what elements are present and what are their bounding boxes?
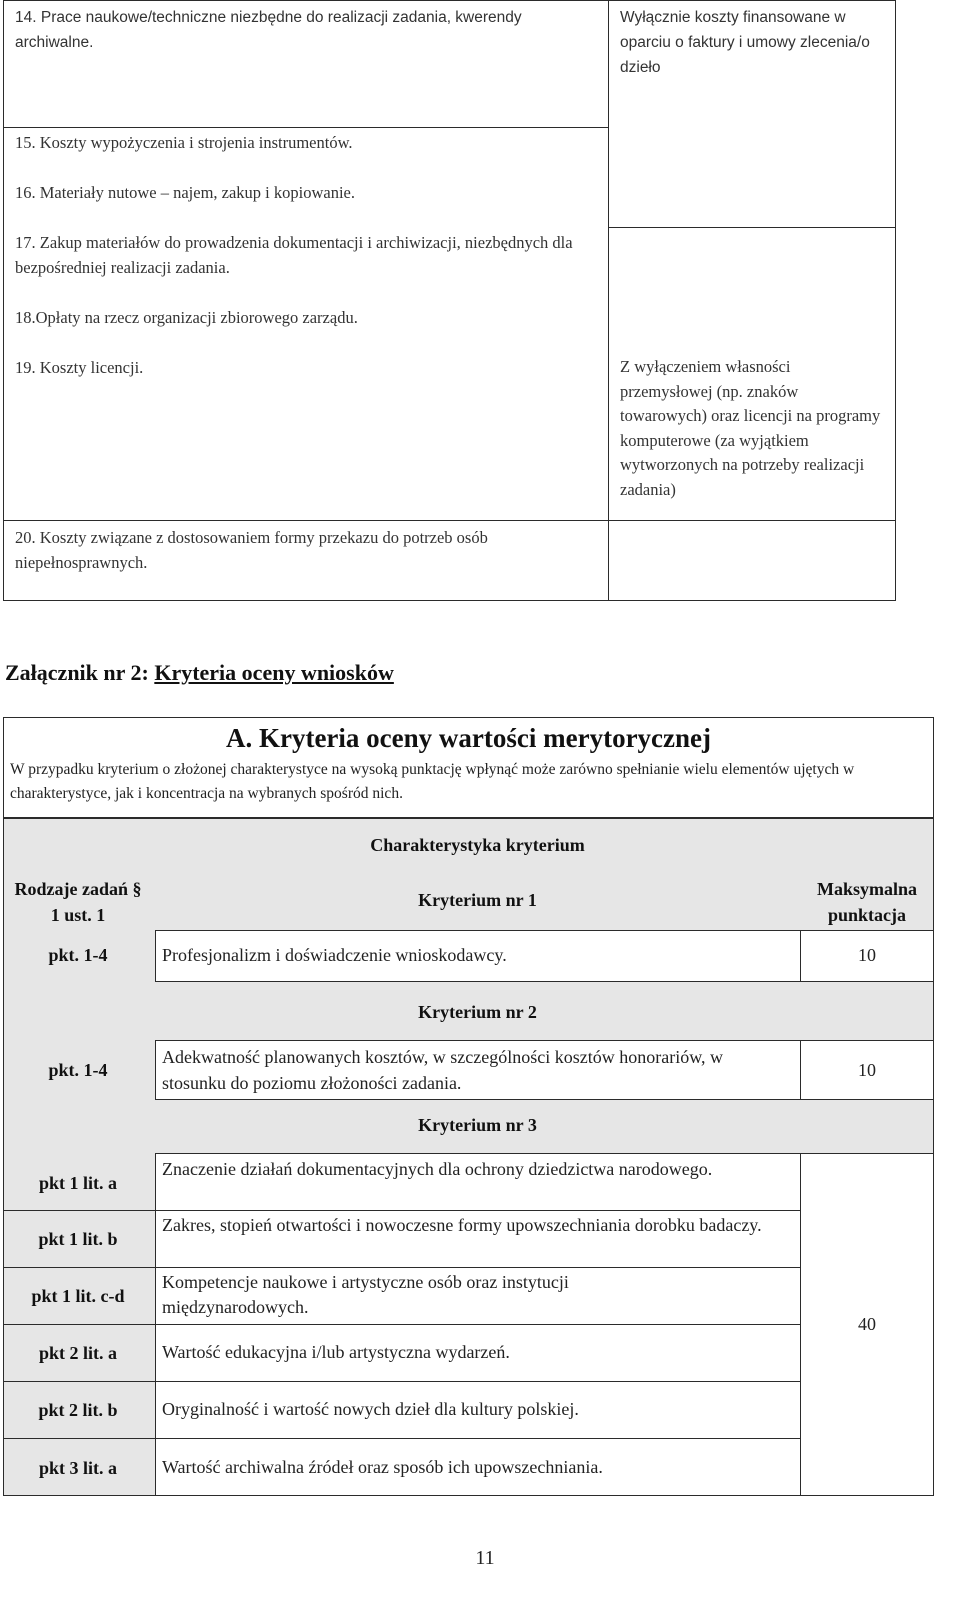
page-number: 11 [475,1547,495,1569]
criterion-3-pkt-4: pkt 2 lit. a [38,1343,117,1363]
criterion-3-text-5: Oryginalność i wartość nowych dzieł dla kultury polskiej. [162,1399,579,1419]
cost-item-14-note: Wyłącznie koszty finansowane w oparciu o faktury i umowy zlecenia/o dzieło [620,9,870,76]
characteristics-header: Charakterystyka kryterium [370,835,585,855]
section-a-heading: A. Kryteria oceny wartości merytorycznej [225,723,712,753]
criterion-3-text-1: Znaczenie działań dokumentacyjnych dla ochrony dziedzictwa narodowego. [162,1159,713,1179]
criterion-3-pkt-5: pkt 2 lit. b [38,1400,118,1420]
annex-title [5,660,394,686]
cost-item-19-note: Z wyłączeniem własności przemysłowej (np. znaków towarowych) oraz licencji na programy komputerowe (za wyjątkiem wytworzonych na potrzeby realizacji zadania) [620,357,881,499]
costs-table-h-line [3,127,609,128]
tasks-header: Rodzaje zadań § 1 ust. 1 [14,879,142,925]
cost-item-19: 19. Koszty licencji. [15,358,144,377]
criterion-3-pkt-3: pkt 1 lit. c-d [31,1286,125,1306]
criterion-3-points: 40 [858,1314,876,1334]
criterion-3-text-4: Wartość edukacyjna i/lub artystyczna wydarzeń. [162,1342,510,1362]
cost-item-14: 14. Prace naukowe/techniczne niezbędne do realizacji zadania, kwerendy archiwalne. [15,9,522,51]
criterion-1-text: Profesjonalizm i doświadczenie wnioskodawcy. [162,945,507,965]
cost-item-17: 17. Zakup materiałów do prowadzenia dokumentacji i archiwizacji, niezbędnych dla bezpośredniej realizacji zadania. [15,233,573,277]
costs-table-h-line [3,520,896,521]
criterion-3-pkt-1: pkt 1 lit. a [38,1173,117,1193]
costs-table [3,0,896,601]
cost-item-15: 15. Koszty wypożyczenia i strojenia instrumentów. [15,133,353,152]
max-points-header: Maksymalna punktacja [816,879,917,925]
criterion-2-pkt: pkt. 1-4 [48,1060,108,1080]
criterion-3-text-2: Zakres, stopień otwartości i nowoczesne formy upowszechniania dorobku badaczy. [162,1215,762,1235]
criterion-2-title: Kryterium nr 2 [418,1002,537,1022]
criterion-3-title: Kryterium nr 3 [418,1115,537,1135]
section-a-note: W przypadku kryterium o złożonej charakterystyce na wysoką punktację wpłynąć może zarówno spełnianie wielu elementów ujętych w charakterystyce, jak i koncentracja na wybranych spośród nich. [10,761,855,802]
criterion-1-pkt: pkt. 1-4 [48,945,108,965]
criteria-table-border [3,818,934,1496]
criterion-3-text-3: Kompetencje naukowe i artystyczne osób oraz instytucji międzynarodowych. [162,1272,569,1317]
criterion-2-text: Adekwatność planowanych kosztów, w szczególności kosztów honorariów, w stosunku do poziomu złożoności zadania. [162,1047,724,1093]
criterion-2-points: 10 [858,1060,876,1080]
criterion-3-text-6: Wartość archiwalna źródeł oraz sposób ich upowszechniania. [162,1457,603,1477]
criterion-3-pkt-2: pkt 1 lit. b [38,1229,118,1249]
criterion-1-title: Kryterium nr 1 [418,890,537,910]
annex-prefix: Załącznik nr 2: [5,660,155,685]
cost-item-20: 20. Koszty związane z dostosowaniem formy przekazu do potrzeb osób niepełnosprawnych. [15,528,488,572]
costs-table-h-line [608,227,896,228]
cost-item-16: 16. Materiały nutowe – najem, zakup i kopiowanie. [15,183,355,202]
annex-title-underlined: Kryteria oceny wniosków [154,660,394,685]
criterion-1-points: 10 [858,945,876,965]
costs-table-divider [608,0,609,601]
criterion-3-pkt-6: pkt 3 lit. a [38,1458,117,1478]
cost-item-18: 18.Opłaty na rzecz organizacji zbiorowego zarządu. [15,308,358,327]
